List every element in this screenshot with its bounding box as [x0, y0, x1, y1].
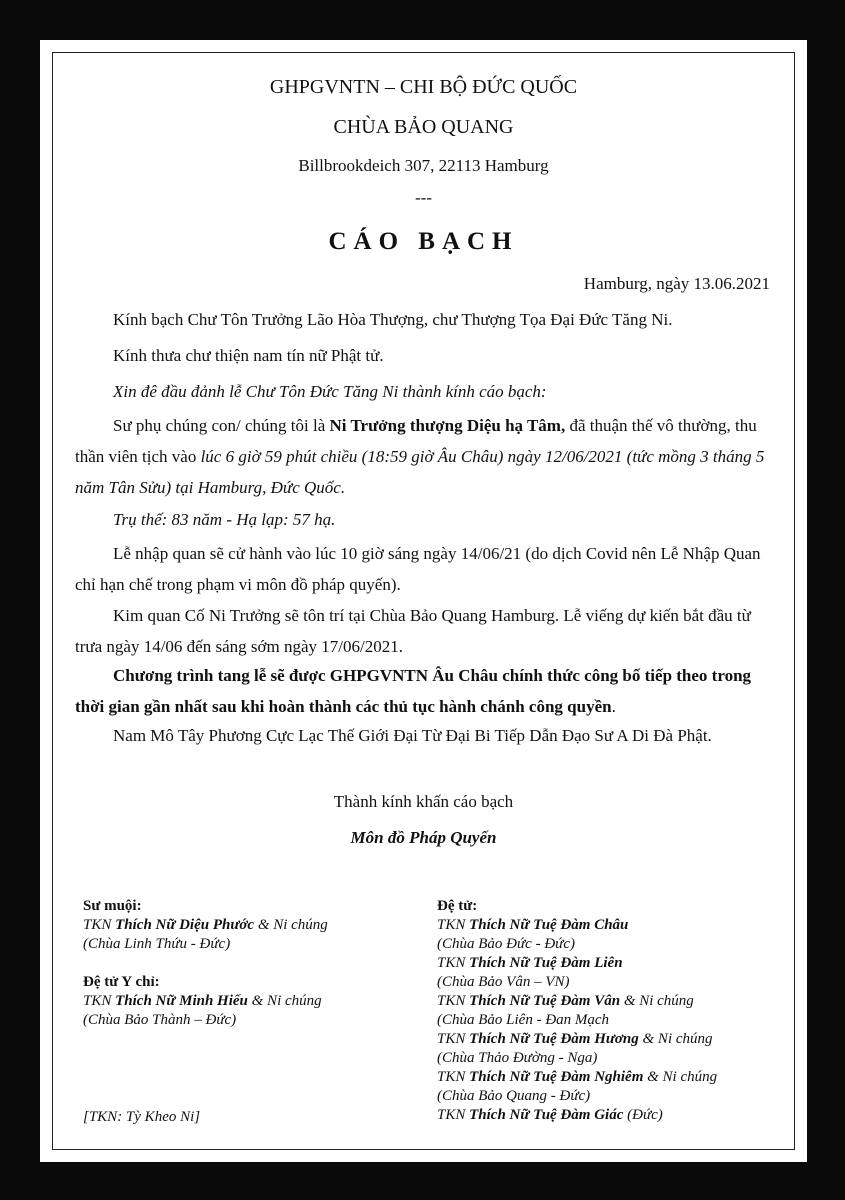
right-column [437, 897, 787, 1125]
temple-name: CHÙA BẢO QUANG [333, 116, 514, 138]
sister-temple: (Chùa Linh Thứu - Đức) [83, 936, 231, 952]
disciple-prefix: TKN [437, 917, 470, 933]
disciple-name: Thích Nữ Tuệ Đàm Hương [469, 1031, 639, 1047]
disciple-prefix: TKN [437, 955, 470, 971]
paragraph-prayer [75, 720, 775, 751]
disciple-entry [437, 992, 787, 1011]
p1-time-place: lúc 6 giờ 59 phút chiều (18:59 giờ Âu Châu) ngày 12/06/2021 (tức mồng 3 tháng 5 năm Tân Sửu) tại Hamburg, Đức Quốc. [75, 447, 765, 497]
disciple-prefix: TKN [437, 1107, 470, 1123]
p4-text: Chương trình tang lễ sẽ được GHPGVNTN Âu Châu chính thức công bố tiếp theo trong thời gian gần nhất sau khi hoàn thành các thủ tục hành chánh công quyền [75, 666, 752, 716]
disciple-yc-suffix: & Ni chúng [247, 993, 322, 1009]
salutation-2 [75, 340, 775, 371]
paragraph-encoffining [75, 538, 775, 600]
intro-line [75, 376, 775, 407]
salutation-1-text: Kính bạch Chư Tôn Trưởng Lão Hòa Thượng, chư Thượng Tọa Đại Đức Tăng Ni. [113, 310, 673, 329]
disciple-suffix: & Ni chúng [638, 1031, 713, 1047]
disciple-temple: (Chùa Bảo Liên - Đan Mạch [437, 1012, 610, 1028]
p5-text: Nam Mô Tây Phương Cực Lạc Thế Giới Đại Từ Đại Bi Tiếp Dẫn Đạo Sư A Di Đà Phật. [113, 726, 712, 745]
paragraph-program [75, 660, 775, 722]
disciple-entry [437, 954, 787, 973]
disciple-yc-entry [83, 992, 413, 1011]
sister-prefix: TKN [83, 917, 116, 933]
org-name: GHPGVNTN – CHI BỘ ĐỨC QUỐC [269, 76, 578, 98]
document-page [40, 40, 807, 1162]
disciple-name: Thích Nữ Tuệ Đàm Châu [469, 917, 629, 933]
deceased-name: Ni Trưởng thượng Diệu hạ Tâm, [329, 416, 566, 435]
disciple-yc-name: Thích Nữ Minh Hiếu [115, 993, 248, 1009]
disciple-temple: (Chùa Bảo Đức - Đức) [437, 936, 575, 952]
p3-text: Kim quan Cố Ni Trưởng sẽ tôn trí tại Chùa Bảo Quang Hamburg. Lễ viếng dự kiến bắt đầu từ trưa ngày 14/06 đến sáng sớm ngày 17/06/2021. [75, 606, 751, 656]
disciples-heading: Đệ tử: [437, 898, 478, 914]
closing-line: Thành kính khấn cáo bạch [333, 792, 514, 811]
disciple-name: Thích Nữ Tuệ Đàm Liên [469, 955, 623, 971]
disciple-temple: (Chùa Thảo Đường - Nga) [437, 1050, 598, 1066]
age-text: Trụ thế: 83 năm - Hạ lạp: 57 hạ. [113, 510, 336, 529]
p4-period: . [611, 697, 616, 716]
salutation-1 [75, 304, 775, 335]
disciple-suffix: & Ni chúng [620, 993, 694, 1009]
p1-text-b: đã thuận thế vô thường, thu thần viên tịch vào [75, 416, 757, 466]
signature: Môn đồ Pháp Quyến [350, 828, 497, 847]
paragraph-death [75, 410, 770, 503]
document-title: CÁO BẠCH [328, 228, 519, 255]
disciple-prefix: TKN [437, 1031, 470, 1047]
document-date: Hamburg, ngày 13.06.2021 [583, 274, 770, 293]
left-column [83, 897, 413, 1030]
disciple-name: Thích Nữ Tuệ Đàm Vân [469, 993, 621, 1009]
sister-heading: Sư muội: [83, 898, 142, 914]
sister-suffix: & Ni chúng [254, 917, 328, 933]
p2-text: Lễ nhập quan sẽ cử hành vào lúc 10 giờ sáng ngày 14/06/21 (do dịch Covid nên Lễ Nhập Quan chỉ hạn chế trong phạm vi môn đồ pháp quyến). [75, 544, 761, 594]
disciple-yc-prefix: TKN [83, 993, 116, 1009]
disciple-temple: (Chùa Bảo Quang - Đức) [437, 1088, 591, 1104]
disciple-entry [437, 1030, 787, 1049]
intro-text: Xin đê đầu đảnh lễ Chư Tôn Đức Tăng Ni thành kính cáo bạch: [113, 382, 547, 401]
disciple-temple: (Chùa Bảo Vân – VN) [437, 974, 570, 990]
disciple-name: Thích Nữ Tuệ Đàm Giác [469, 1107, 624, 1123]
age-line [75, 504, 775, 535]
temple-address: Billbrookdeich 307, 22113 Hamburg [298, 156, 549, 175]
paragraph-viewing [75, 600, 775, 662]
disciple-suffix: & Ni chúng [643, 1069, 718, 1085]
disciple-entry [437, 1106, 787, 1125]
disciple-entry [437, 1068, 787, 1087]
salutation-2-text: Kính thưa chư thiện nam tín nữ Phật tử. [113, 346, 384, 365]
disciple-name: Thích Nữ Tuệ Đàm Nghiêm [469, 1069, 644, 1085]
sister-entry [83, 916, 413, 935]
disciple-prefix: TKN [437, 1069, 470, 1085]
sister-name: Thích Nữ Diệu Phước [115, 917, 255, 933]
footnote: [TKN: Tỳ Kheo Ni] [83, 1109, 201, 1125]
disciple-suffix: (Đức) [623, 1107, 663, 1123]
disciple-yc-heading: Đệ tử Y chỉ: [83, 974, 160, 990]
p1-text-a: Sư phụ chúng con/ chúng tôi là [113, 416, 330, 435]
disciple-yc-temple: (Chùa Bảo Thành – Đức) [83, 1012, 237, 1028]
disciple-entry [437, 916, 787, 935]
header-divider: --- [415, 188, 432, 207]
disciple-prefix: TKN [437, 993, 470, 1009]
